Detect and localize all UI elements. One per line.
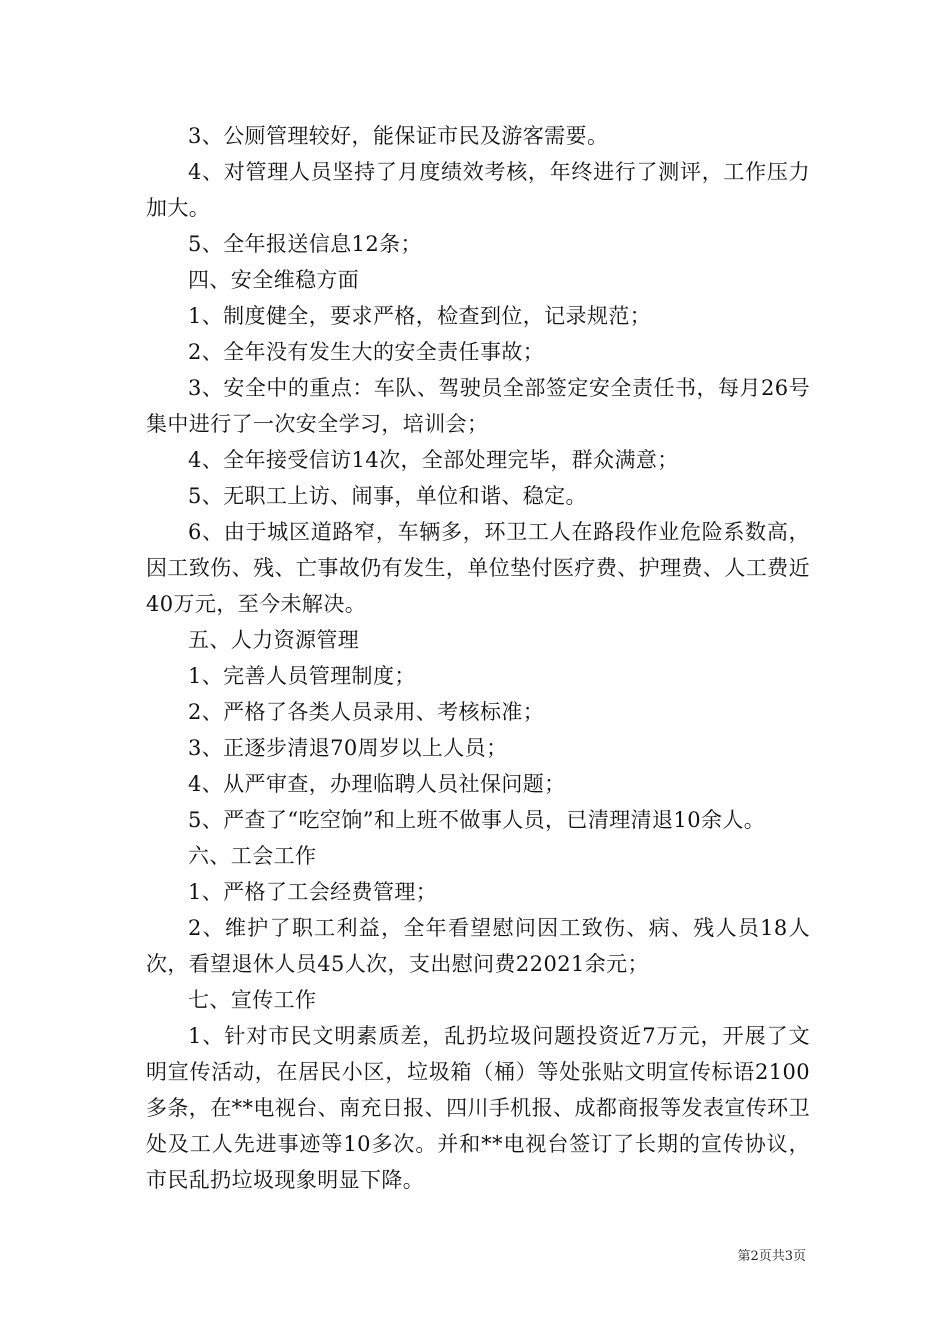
- paragraph: 5、全年报送信息12条；: [188, 232, 422, 256]
- section-heading: 七、宣传工作: [188, 988, 317, 1012]
- page-number: 第2页共3页: [737, 1249, 806, 1264]
- paragraph: 1、针对市民文明素质差，乱扔垃圾问题投资近7万元，开展了文明宣传活动，在居民小区，垃圾箱（桶）等处张贴文明宣传标语2100多条，在**电视台、南充日报、四川手机报、成都商报等发表宣传环卫处及工人先进事迹等10多次。并和**电视台签订了长期的宣传协议，市民乱扔垃圾现象明显下降。: [146, 1024, 810, 1192]
- section-heading: 五、人力资源管理: [188, 628, 360, 652]
- paragraph: 4、从严审查，办理临聘人员社保问题；: [188, 772, 566, 796]
- section-heading: 四、安全维稳方面: [188, 268, 360, 292]
- paragraph: 4、全年接受信访14次，全部处理完毕，群众满意；: [188, 448, 679, 472]
- paragraph: 3、正逐步清退70周岁以上人员；: [188, 736, 508, 760]
- document-body: [146, 118, 810, 1198]
- paragraph: 2、维护了职工利益，全年看望慰问因工致伤、病、残人员18人次，看望退休人员45人次，支出慰问费22021余元；: [146, 916, 810, 976]
- paragraph: 3、公厕管理较好，能保证市民及游客需要。: [188, 124, 609, 148]
- paragraph: 3、安全中的重点：车队、驾驶员全部签定安全责任书，每月26号集中进行了一次安全学习，培训会；: [146, 376, 810, 436]
- paragraph: 1、制度健全，要求严格，检查到位，记录规范；: [188, 304, 652, 328]
- paragraph: 5、无职工上访、闹事，单位和谐、稳定。: [188, 484, 587, 508]
- paragraph: 5、严查了“吃空饷”和上班不做事人员，已清理清退10余人。: [188, 808, 766, 832]
- paragraph: 1、严格了工会经费管理；: [188, 880, 438, 904]
- paragraph: 1、完善人员管理制度；: [188, 664, 416, 688]
- paragraph: 2、全年没有发生大的安全责任事故；: [188, 340, 545, 364]
- paragraph: 6、由于城区道路窄，车辆多，环卫工人在路段作业危险系数高，因工致伤、残、亡事故仍有发生，单位垫付医疗费、护理费、人工费近40万元，至今未解决。: [146, 520, 810, 616]
- paragraph: 4、对管理人员坚持了月度绩效考核，年终进行了测评，工作压力加大。: [146, 160, 810, 220]
- paragraph: 2、严格了各类人员录用、考核标准；: [188, 700, 545, 724]
- section-heading: 六、工会工作: [188, 844, 317, 868]
